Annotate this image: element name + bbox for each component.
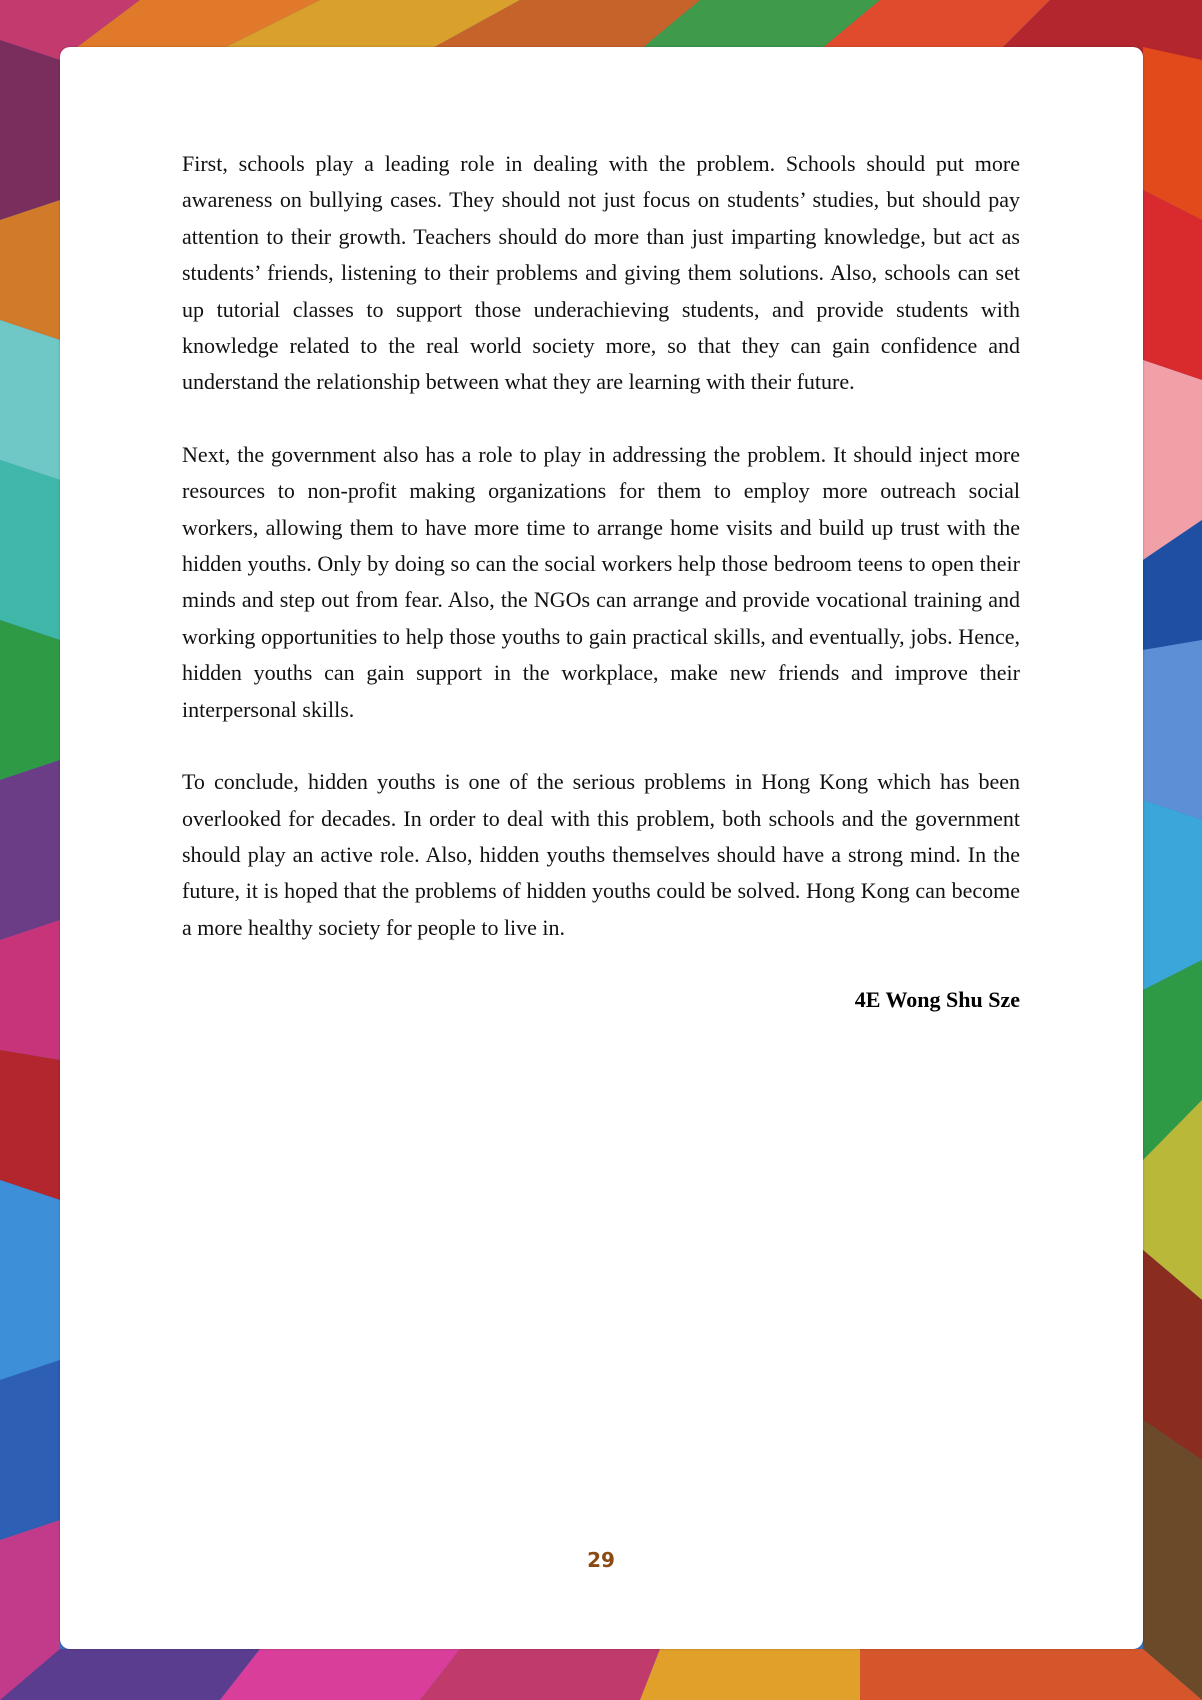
paragraph-government: Next, the government also has a role to play in addressing the problem. It should inject more resources to non-profit making organizations for them to employ more outreach social workers, allowing them to have more time to arrange home visits and build up trust with the hidden youths. Only by doing so can the social workers help those bedroom teens to open their minds and step out from fear. Also, the NGOs can arrange and provide vocational training and working opportunities to help those youths to gain practical skills, and eventually, jobs. Hence, hidden youths can gain support in the workplace, make new friends and improve their interpersonal skills. [182,441,1020,722]
article-body [182,146,1020,1018]
paragraph-schools: First, schools play a leading role in dealing with the problem. Schools should put more awareness on bullying cases. They should not just focus on students’ studies, but should pay attention to their growth. Teachers should do more than just imparting knowledge, but act as students’ friends, listening to their problems and giving them solutions. Also, schools can set up tutorial classes to support those underachieving students, and provide students with knowledge related to the real world society more, so that they can gain confidence and understand the relationship between what they are learning with their future. [182,151,1020,395]
author-byline: 4E Wong Shu Sze [854,987,1020,1013]
paragraph-conclusion: To conclude, hidden youths is one of the serious problems in Hong Kong which has been overlooked for decades. In order to deal with this problem, both schools and the government should play an active role. Also, hidden youths themselves should have a strong mind. In the future, it is hoped that the problems of hidden youths could be solved. Hong Kong can become a more healthy society for people to live in. [182,769,1020,940]
page-number: 29 [587,1548,615,1572]
